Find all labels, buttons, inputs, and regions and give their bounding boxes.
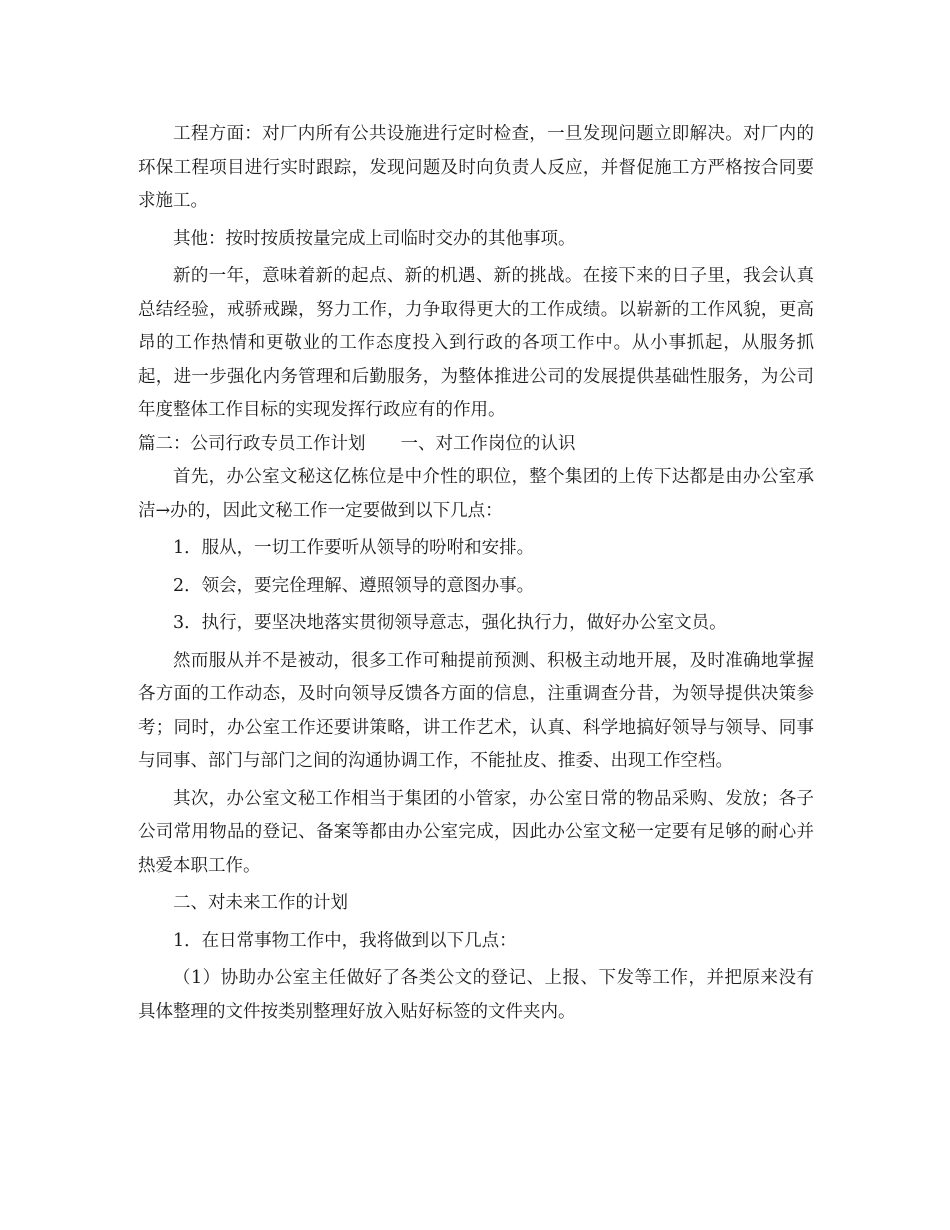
section-heading-part-two: 篇二：公司行政专员工作计划 一、对工作岗位的认识 bbox=[138, 433, 576, 454]
list-item-obey: 1．服从，一切工作要听从领导的吩咐和安排。 bbox=[173, 538, 535, 558]
paragraph-other: 其他：按时按质按量完成上司临时交办的其他事项。 bbox=[173, 228, 576, 249]
list-item-assist-director: （1）协助办公室主任做好了各类公文的登记、上报、下发等工作，并把原来没有具体整理的文件按类别整理好放入贴好标签的文件夹内。 bbox=[138, 968, 814, 1022]
section-heading-future-plan: 二、对未来工作的计划 bbox=[173, 893, 348, 913]
document-page bbox=[138, 118, 814, 1029]
list-item-understand: 2．领会，要完佺理解、遵照领导的意图办事。 bbox=[173, 575, 535, 596]
list-item-daily-affairs: 1．在日常事物工作中，我将做到以下几点： bbox=[173, 930, 517, 951]
paragraph-second: 其次，办公室文秘工作相当于集团的小管家，办公室日常的物品采购、发放；各子公司常用物品的登记、备案等都由办公室完成，因此办公室文秘一定要有足够的耐心并热爱本职工作。 bbox=[138, 788, 814, 876]
paragraph-however: 然而服从并不是被动，很多工作可釉提前预测、积极主动地开展，及时准确地掌握各方面的工作动态，及时向领导反馈各方面的信息，注重调查分昔，为领导提供决策参考；同时，办公室工作还要讲策略，讲工作艺术，认真、科学地搞好领导与领导、同事与同事、部门与部门之间的沟通协调工作，不能扯皮、推委、出现工作空档。 bbox=[138, 650, 814, 771]
list-item-execute: 3．执行，要坚决地落实贯彻领导意志，强化执行力，做好办公室文员。 bbox=[173, 613, 727, 633]
paragraph-first: 首先，办公室文秘这亿栋位是中介性的职位，整个集团的上传下达都是由办公室承洁→办的，因此文秘工作一定要做到以下几点： bbox=[138, 467, 814, 521]
paragraph-engineering: 工程方面：对厂内所有公共设施进行定时检查，一旦发现问题立即解决。对厂内的环保工程项目进行实时跟踪，发现问题及时向负责人反应，并督促施工方严格按合同要求施工。 bbox=[138, 124, 814, 211]
paragraph-new-year: 新的一年，意味着新的起点、新的机遇、新的挑战。在接下来的日子里，我会认真总结经验，戒骄戒躁，努力工作，力争取得更大的工作成绩。以崭新的工作风貌，更高昂的工作热情和更敬业的工作态度投入到行政的各项工作中。从小事抓起，从服务抓起，进一步强化内务管理和后勤服务，为整体推进公司的发展提供基础性服务，为公司年度整体工作目标的实现发挥行政应有的作用。 bbox=[138, 266, 814, 420]
